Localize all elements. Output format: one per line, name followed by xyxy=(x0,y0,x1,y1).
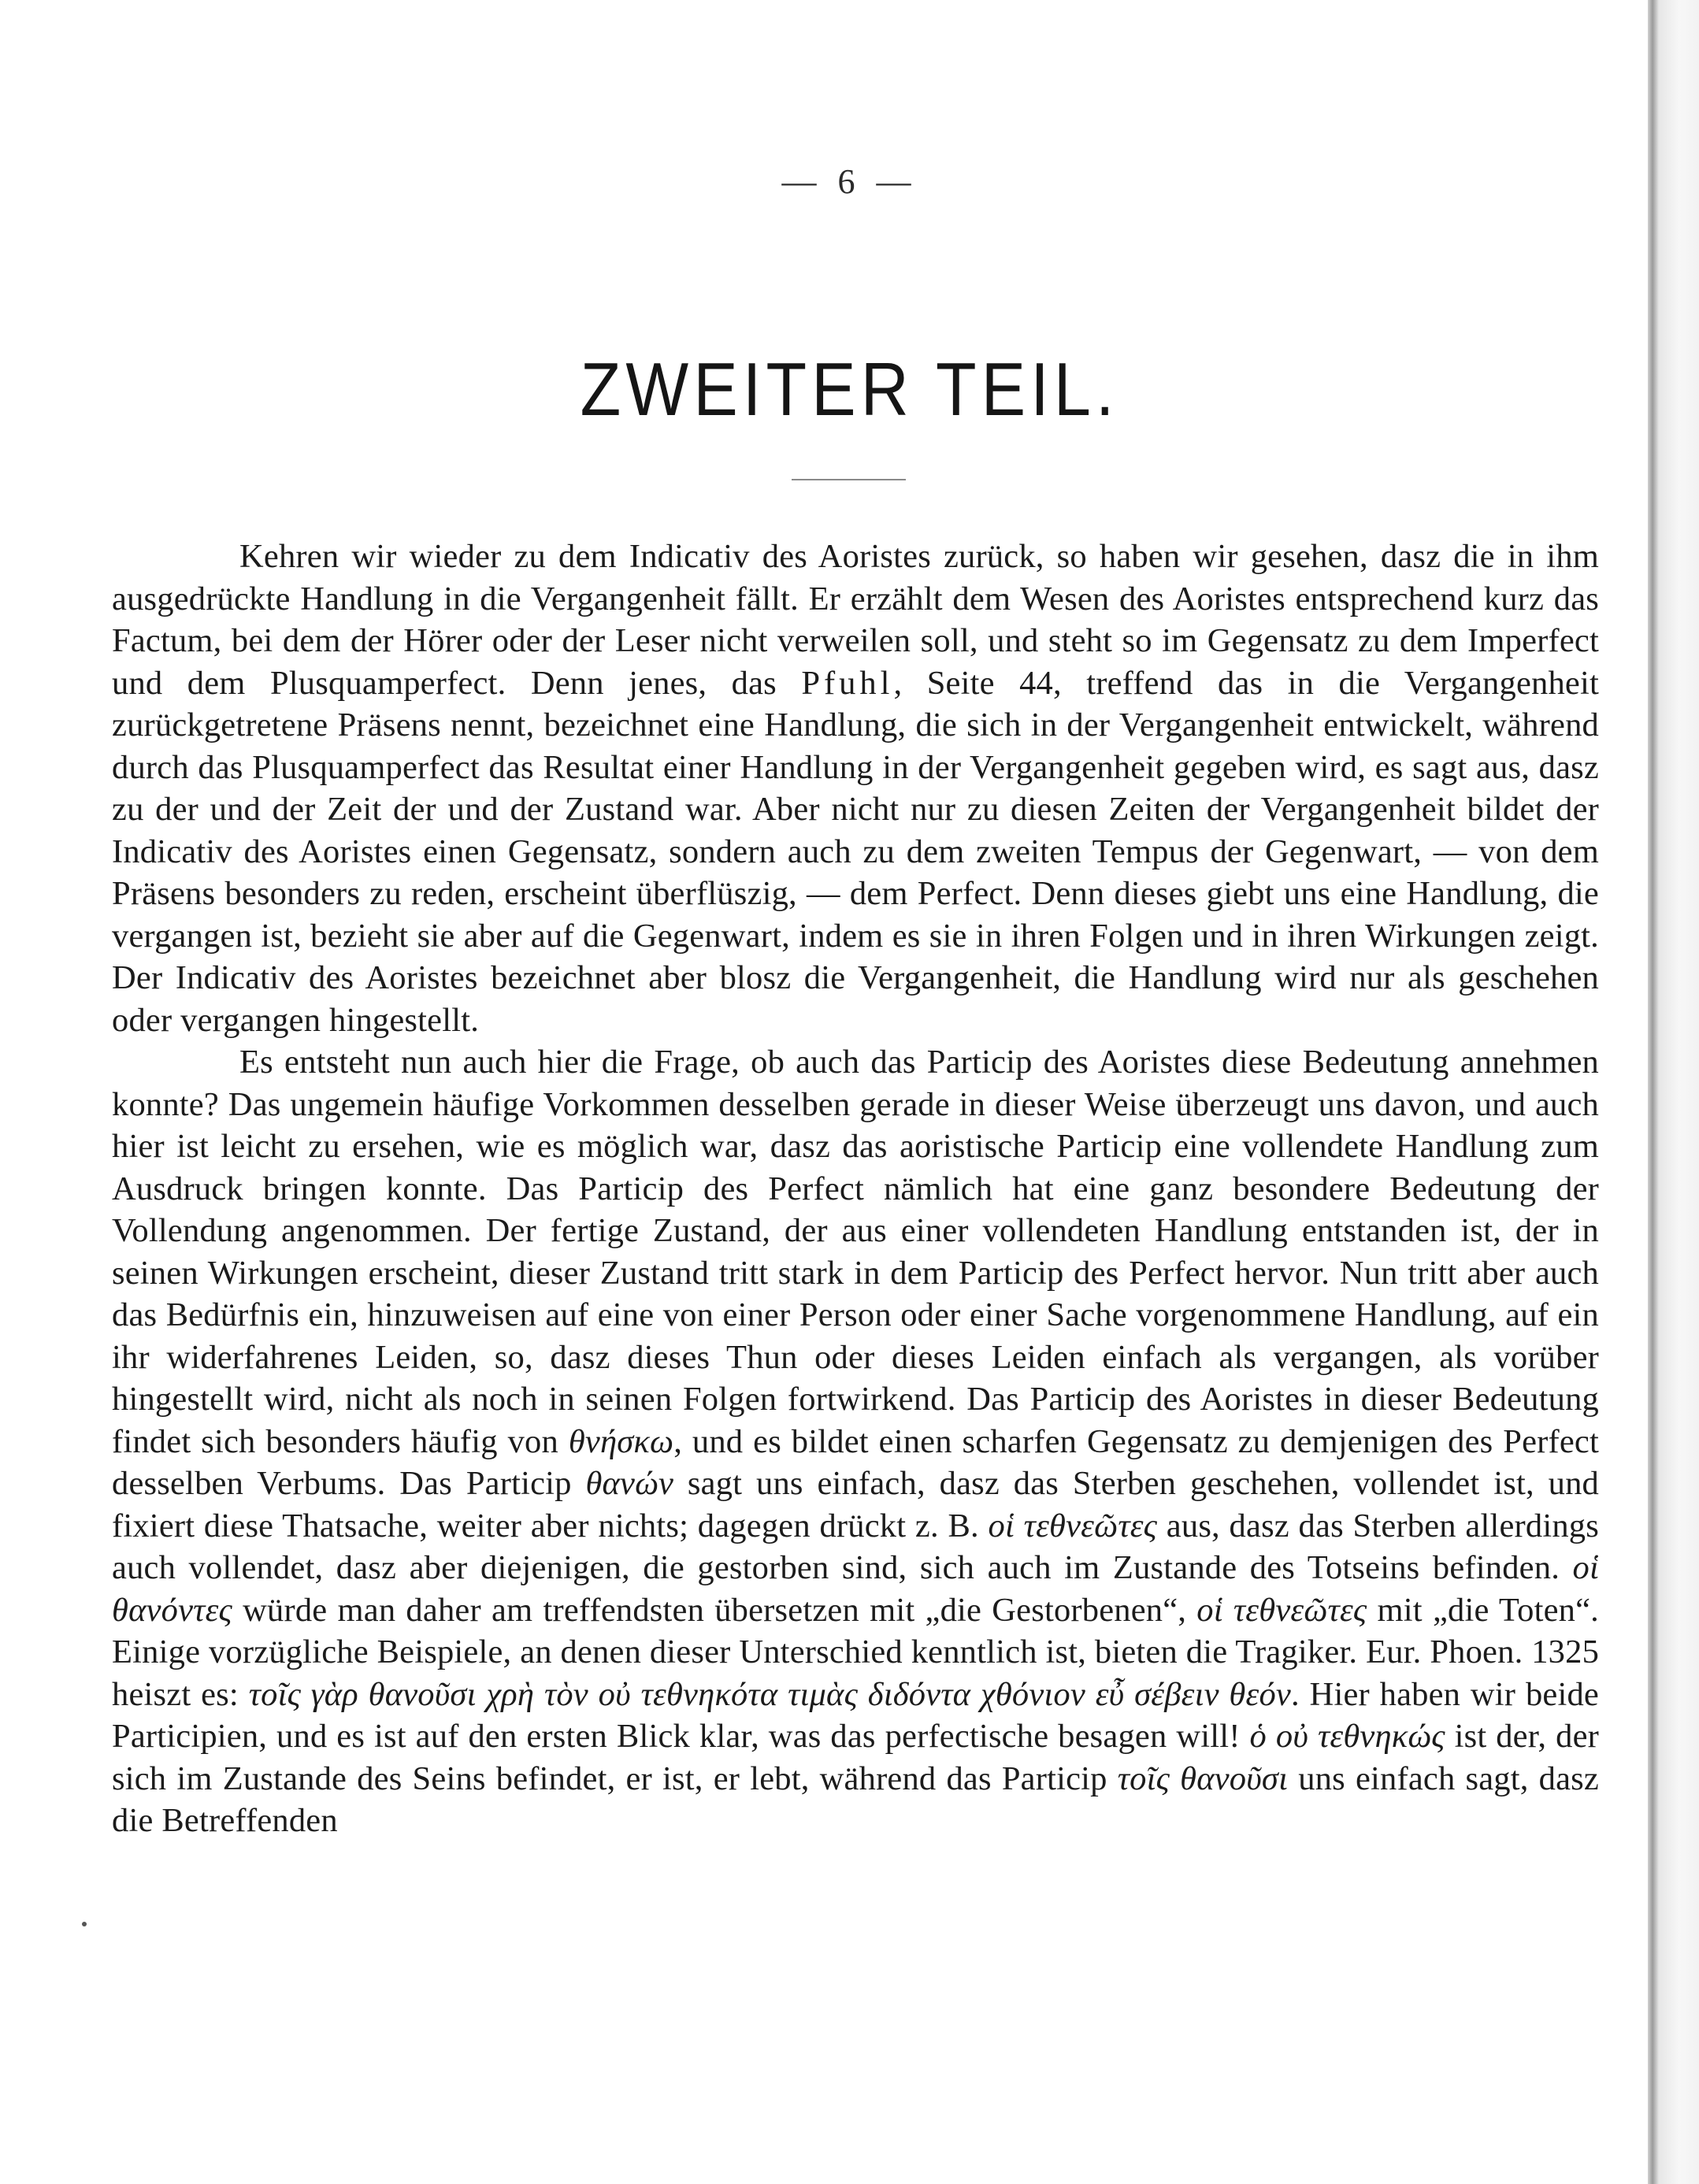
greek-word: ὁ οὐ τεθνηκώς xyxy=(1249,1718,1445,1755)
text-run: . Hier haben wir beide Participien, und es ist auf den ersten Blick klar, was das perfectische besagen will! xyxy=(112,1675,1599,1755)
text-run: Es entsteht nun auch hier die Frage, ob auch das Particip des Aoristes diese Bedeutung annehmen konnte? Das ungemein häufige Vorkommen desselben gerade in dieser Weise überzeugt uns davon, und auch hier ist leicht zu ersehen, wie es möglich war, dasz das aoristische Particip eine vollendete Handlung zum Ausdruck bringen konnte. Das Particip des Perfect nämlich hat eine ganz besondere Bedeutung der Vollendung angenommen. Der fertige Zustand, der aus einer vollendeten Handlung entstanden ist, der in seinen Wirkungen erscheint, dieser Zustand tritt stark in dem Particip des Perfect hervor. Nun tritt aber auch das Bedürfnis ein, hinzuweisen auf eine von einer Person oder einer Sache vorgenommene Handlung, auf ein ihr widerfahrenes Leiden, so, dasz dieses Thun oder dieses Leiden einfach als vergangen, als vorüber hingestellt wird, nicht als noch in seinen Folgen fortwirkend. Das Particip des Aoristes in dieser Bedeutung findet sich besonders häufig von xyxy=(112,1044,1599,1460)
greek-word: οἱ θανόντες xyxy=(112,1549,1599,1629)
text-run: uns einfach sagt, dasz die Betreffenden xyxy=(112,1759,1599,1839)
text-run: mit „die Toten“. Einige vorzügliche Beispiele, an denen dieser Unterschied kenntlich ist, bieten die Tragiker. Eur. Phoen. 1325 heiszt es: xyxy=(112,1591,1600,1713)
text-run: sagt uns einfach, dasz das Sterben geschehen, vollendet ist, und fixiert diese Thatsache, weiter aber nichts; dagegen drückt z. B. xyxy=(112,1465,1599,1544)
paragraph-1 xyxy=(112,536,1599,1041)
page-edge xyxy=(1648,0,1699,2184)
greek-word: τοῖς θανοῦσι xyxy=(1117,1759,1289,1797)
greek-word: οἱ τεθνεῶτες xyxy=(1196,1591,1367,1629)
text-run: würde man daher am treffendsten übersetzen mit „die Gestorbenen“, xyxy=(232,1591,1197,1629)
margin-mark xyxy=(82,1922,87,1926)
text-run: , Seite 44, treffend das in die Vergangenheit zurückgetretene Präsens nennt, bezeichnet eine Handlung, die sich in der Vergangenheit entwickelt, während durch das Plusquamperfect das Resultat einer Handlung in der Vergangenheit gegeben wird, es sagt aus, dasz zu der und der Zeit der und der Zustand war. Aber nicht nur zu diesen Zeiten der Vergangenheit bildet der Indicativ des Aoristes einen Gegensatz, sondern auch zu dem zweiten Tempus der Gegenwart, — von dem Präsens besonders zu reden, erscheint überflüszig, — dem Perfect. Denn dieses giebt uns eine Handlung, die vergangen ist, bezieht sie aber auf die Gegenwart, indem es sie in ihren Folgen und in ihren Wirkungen zeigt. Der Indicativ des Aoristes bezeichnet aber blosz die Vergangenheit, die Handlung wird nur als geschehen oder vergangen hingestellt. xyxy=(112,664,1599,1039)
section-title: ZWEITER TEIL. xyxy=(580,347,1119,432)
page-number: — 6 — xyxy=(781,162,918,201)
greek-word: οἱ τεθνεῶτες xyxy=(988,1507,1158,1544)
greek-word: θανών xyxy=(585,1465,674,1502)
paragraph-2 xyxy=(112,1041,1599,1842)
title-rule xyxy=(792,479,906,480)
body-text xyxy=(112,536,1599,1842)
text-run: aus, dasz das Sterben allerdings auch vollendet, dasz aber diejenigen, die gestorben sind, sich auch im Zustande des Totseins befinden. xyxy=(112,1507,1599,1586)
greek-quotation: τοῖς γὰρ θανοῦσι χρὴ τὸν οὐ τεθνηκότα τιμὰς διδόντα χθόνιον εὖ σέβειν θεόν xyxy=(248,1675,1291,1713)
text-run: , und es bildet einen scharfen Gegensatz zu demjenigen des Perfect desselben Verbums. Das Particip xyxy=(112,1422,1599,1502)
greek-word: θνήσκω xyxy=(568,1422,674,1460)
text-run: ist der, der sich im Zustande des Seins befindet, er ist, er lebt, während das Particip xyxy=(112,1718,1599,1797)
author-name: Pfuhl xyxy=(801,664,894,702)
text-run: Kehren wir wieder zu dem Indicativ des Aoristes zurück, so haben wir gesehen, dasz die in ihm ausgedrückte Handlung in die Vergangenheit fällt. Er erzählt dem Wesen des Aoristes entsprechend kurz das Factum, bei dem der Hörer oder der Leser nicht verweilen soll, und steht so im Gegensatz zu dem Imperfect und dem Plusquamperfect. Denn jenes, das xyxy=(112,538,1599,702)
